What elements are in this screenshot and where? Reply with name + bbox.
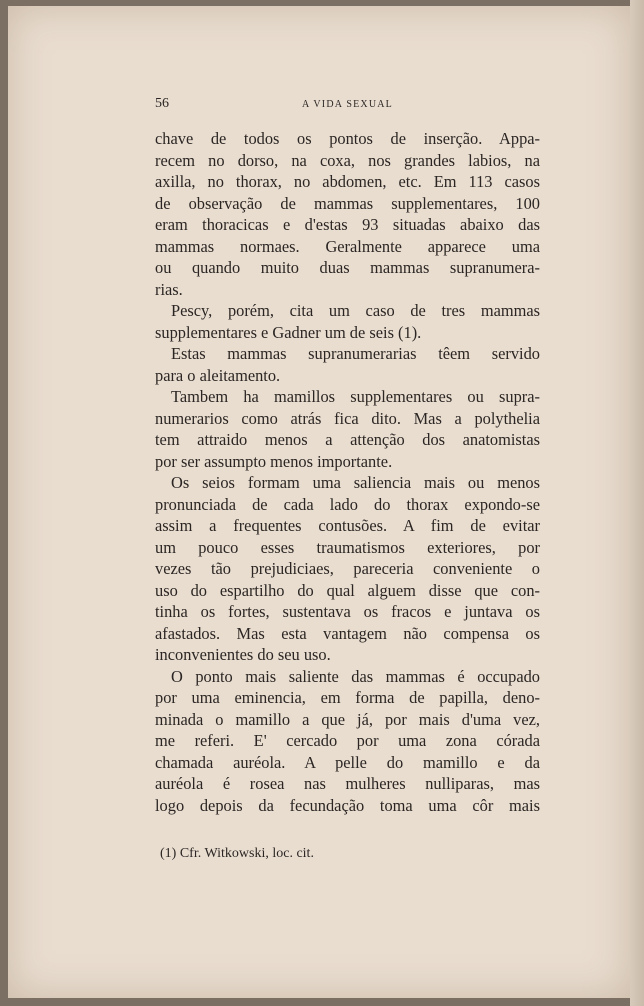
text-line: uso do espartilho do qual alguem disse que con- <box>155 580 540 600</box>
text-line: chamada auréola. A pelle do mamillo e da <box>155 752 540 772</box>
text-line: Tambem ha mamillos supplementares ou supra- <box>171 387 540 406</box>
text-line: logo depois da fecundação toma uma côr mais <box>155 795 540 815</box>
page-header <box>155 96 540 116</box>
body-text <box>155 128 540 816</box>
text-line: tinha os fortes, sustentava os fracos e juntava os <box>155 602 540 621</box>
text-line: por uma eminencia, em forma de papilla, deno- <box>155 688 540 707</box>
text-line: tem attraido menos a attenção dos anatomistas <box>155 430 540 449</box>
text-line: vezes tão prejudiciaes, pareceria conveniente o <box>155 559 540 578</box>
page-edge <box>630 0 644 1006</box>
text-line: assim a frequentes contusões. A fim de evitar <box>155 516 540 535</box>
text-line: um pouco esses traumatismos exteriores, por <box>155 537 540 557</box>
text-line: para o aleitamento. <box>155 365 281 385</box>
text-line: me referi. E' cercado por uma zona córada <box>155 731 540 750</box>
text-line: O ponto mais saliente das mammas é occupado <box>171 666 540 686</box>
footnote: (1) Cfr. Witkowski, loc. cit. <box>160 846 314 861</box>
text-line: ou quando muito duas mammas supranumera- <box>155 258 540 277</box>
running-title: A VIDA SEXUAL <box>302 99 393 110</box>
text-line: auréola é rosea nas mulheres nulliparas, mas <box>155 774 540 793</box>
text-line: Estas mammas supranumerarias têem servido <box>171 344 540 363</box>
text-line: rias. <box>155 279 183 299</box>
text-line: Pescy, porém, cita um caso de tres mammas <box>171 301 540 320</box>
text-line: recem no dorso, na coxa, nos grandes labios, na <box>155 150 540 170</box>
text-line: Os seios formam uma saliencia mais ou menos <box>171 473 540 492</box>
text-line: afastados. Mas esta vantagem não compensa os <box>155 623 540 643</box>
text-line: por ser assumpto menos importante. <box>155 451 393 471</box>
text-line: numerarios como atrás fica dito. Mas a polythelia <box>155 408 540 428</box>
text-line: supplementares e Gadner um de seis (1). <box>155 322 422 342</box>
text-line: axilla, no thorax, no abdomen, etc. Em 113 casos <box>155 172 540 191</box>
text-line: chave de todos os pontos de inserção. Appa- <box>155 129 540 148</box>
text-line: mammas normaes. Geralmente apparece uma <box>155 236 540 256</box>
text-line: minada o mamillo a que já, por mais d'uma vez, <box>155 709 540 729</box>
page-number: 56 <box>155 96 169 111</box>
text-line: de observação de mammas supplementares, 100 <box>155 193 540 213</box>
text-line: eram thoracicas e d'estas 93 situadas abaixo das <box>155 215 540 234</box>
text-line: pronunciada de cada lado do thorax expondo-se <box>155 494 540 514</box>
text-line: inconvenientes do seu uso. <box>155 645 331 664</box>
